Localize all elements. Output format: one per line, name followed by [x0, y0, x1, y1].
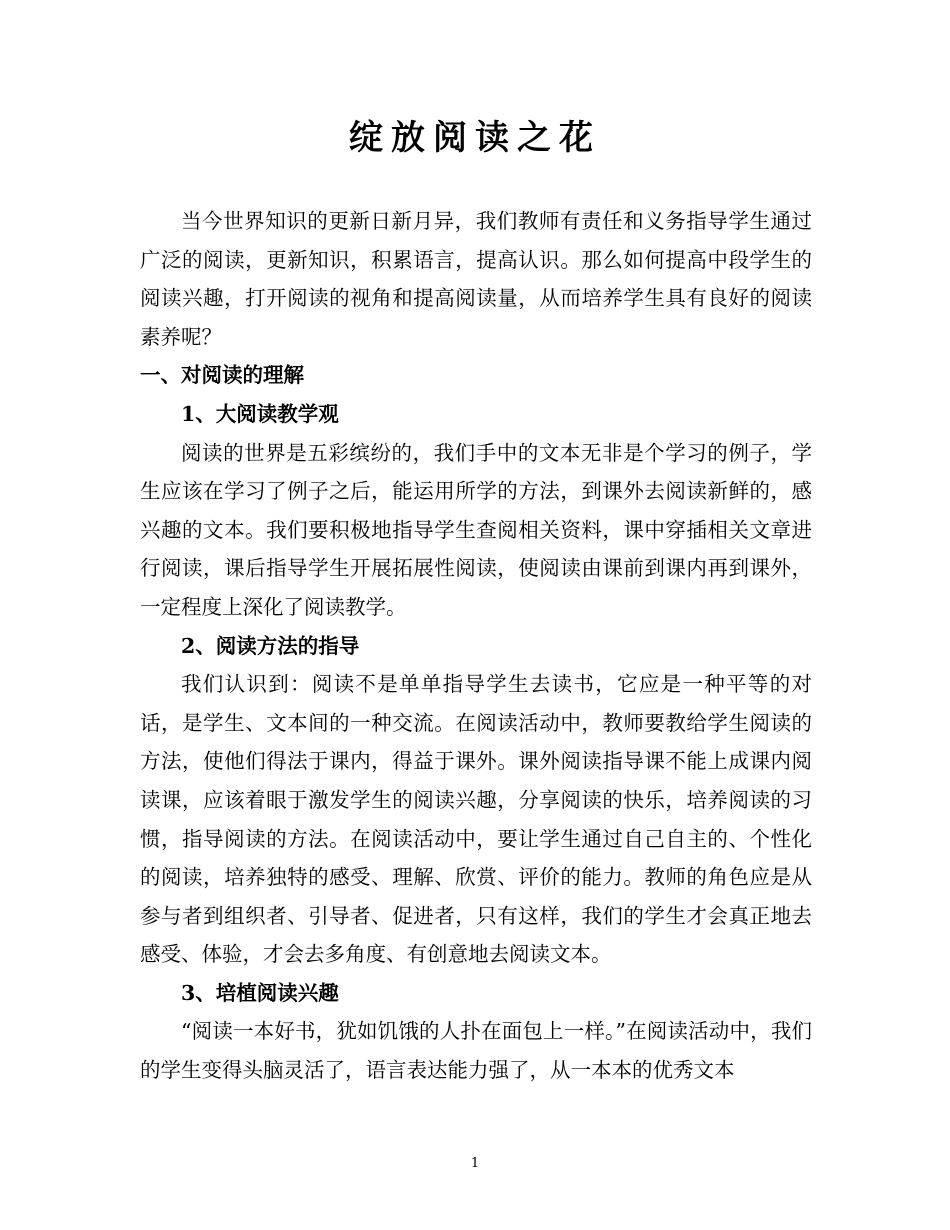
subsection-heading-3: 3、培植阅读兴趣	[181, 980, 339, 1005]
document-title: 绽放阅读之花	[349, 118, 601, 158]
subsection-paragraph-3: “阅读一本好书，犹如饥饿的人扑在面包上一样。”在阅读活动中，我们的学生变得头脑灵活了，语言表达能力强了，从一本本的优秀文本	[140, 1019, 812, 1083]
subsection-heading-1: 1、大阅读教学观	[181, 401, 339, 426]
subsection-paragraph-1: 阅读的世界是五彩缤纷的，我们手中的文本无非是个学习的例子，学生应该在学习了例子之后，能运用所学的方法，到课外去阅读新鲜的，感兴趣的文本。我们要积极地指导学生查阅相关资料，课中穿插相关文章进行阅读，课后指导学生开展拓展性阅读，使阅读由课前到课内再到课外，一定程度上深化了阅读教学。	[140, 440, 812, 619]
subsection-paragraph-2: 我们认识到：阅读不是单单指导学生去读书，它应是一种平等的对话，是学生、文本间的一种交流。在阅读活动中，教师要教给学生阅读的方法，使他们得法于课内，得益于课外。课外阅读指导课不能上成课内阅读课，应该着眼于激发学生的阅读兴趣，分享阅读的快乐，培养阅读的习惯，指导阅读的方法。在阅读活动中，要让学生通过自己自主的、个性化的阅读，培养独特的感受、理解、欣赏、评价的能力。教师的角色应是从参与者到组织者、引导者、促进者，只有这样，我们的学生才会真正地去感受、体验，才会去多角度、有创意地去阅读文本。	[140, 672, 812, 967]
page-number: 1	[470, 1156, 480, 1171]
subsection-heading-2: 2、阅读方法的指导	[181, 633, 360, 658]
intro-paragraph: 当今世界知识的更新日新月异，我们教师有责任和义务指导学生通过广泛的阅读，更新知识，积累语言，提高认识。那么如何提高中段学生的阅读兴趣，打开阅读的视角和提高阅读量，从而培养学生具有良好的阅读素养呢？	[140, 209, 812, 349]
document-body	[140, 202, 812, 1090]
section-heading-1: 一、对阅读的理解	[140, 363, 304, 388]
